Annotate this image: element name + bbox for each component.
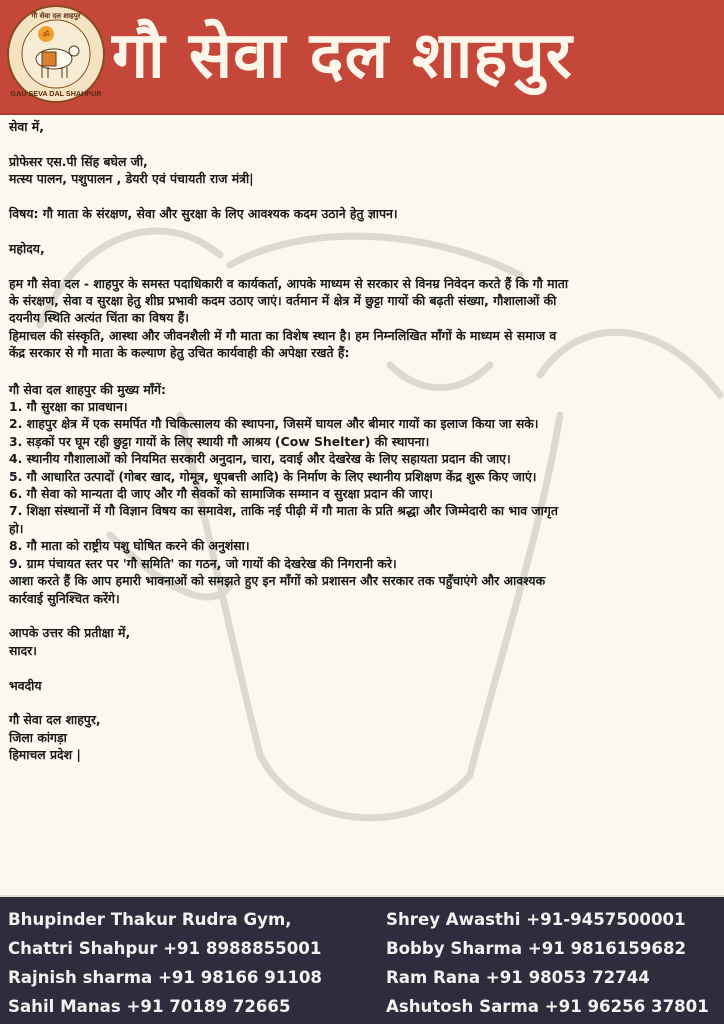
demand-item: 6. गौ सेवा को मान्यता दी जाए और गौ सेवकों को सामाजिक सम्मान व सुरक्षा प्रदान की जाए। [9,486,433,502]
logo-top-text: गौ सेवा दल शाहपुर [31,12,81,20]
contact-line: Sahil Manas +91 70189 72665 [8,997,291,1016]
closing-line: कार्रवाई सुनिश्चित करेंगे। [9,590,120,606]
gau-seva-dal-logo [6,4,106,104]
demands-heading: गौ सेवा दल शाहपुर की मुख्य माँगें: [9,381,166,397]
contact-line: Ram Rana +91 98053 72744 [386,968,650,987]
contacts-right [386,905,709,1021]
recipient-title: मत्स्य पालन, पशुपालन , डेयरी एवं पंचायती राज मंत्री| [9,171,254,187]
logo-bottom-text: GAU SEVA DAL SHAHPUR [10,89,102,98]
signature-line: गौ सेवा दल शाहपुर, [9,712,101,728]
closing-line: आशा करते हैं कि आप हमारी भावनाओं को समझते हुए इन माँगों को प्रशासन और सरकार तक पहुँचाएंगे और आवश्यक [9,573,546,589]
contact-line: Rajnish sharma +91 98166 91108 [8,968,322,987]
greeting: महोदय, [9,240,45,256]
contact-line: Bhupinder Thakur Rudra Gym, [8,910,292,929]
header-banner [0,0,724,115]
signature-line: जिला कांगड़ा [9,729,67,745]
contact-line: Bobby Sharma +91 9816159682 [386,939,687,958]
para1-line: हम गौ सेवा दल - शाहपुर के समस्त पदाधिकारी व कार्यकर्ता, आपके माध्यम से सरकार से विनम्र निवेदन करते हैं कि गौ माता [9,275,569,291]
demand-item: 1. गौ सुरक्षा का प्रावधान। [9,399,128,415]
demand-item: 7. शिक्षा संस्थानों में गौ विज्ञान विषय का समावेश, ताकि नई पीढ़ी में गौ माता के प्रति श्रद्धा और जिम्मेदारी का भाव जागृत [9,503,558,519]
para1-line: दयनीय स्थिति अत्यंत चिंता का विषय हैं। [9,310,189,326]
demand-item: हो। [9,520,24,536]
demand-item: 8. गौ माता को राष्ट्रीय पशु घोषित करने की अनुशंसा। [9,538,250,554]
contacts-left [8,905,322,1021]
para1-line: के संरक्षण, सेवा व सुरक्षा हेतु शीघ्र प्रभावी कदम उठाए जाएं। वर्तमान में क्षेत्र में छुट्टा गायों की बढ़ती संख्या, गौशालाओं की [9,293,557,308]
demand-item: 9. ग्राम पंचायत स्तर पर 'गौ समिति' का गठन, जो गायों की देखरेख की निगरानी करे। [9,555,397,571]
contact-line: Ashutosh Sarma +91 96256 37801 [386,997,709,1016]
para2-line: केंद्र सरकार से गौ माता के कल्याण हेतु उचित कार्यवाही की अपेक्षा रखते हैं: [9,345,350,361]
awaiting-reply: आपके उत्तर की प्रतीक्षा में, [9,625,131,641]
subject-line: विषय: गौ माता के संरक्षण, सेवा और सुरक्षा के लिए आवश्यक कदम उठाने हेतु ज्ञापन। [9,206,398,221]
demand-item: 2. शाहपुर क्षेत्र में एक समर्पित गौ चिकित्सालय की स्थापना, जिसमें घायल और बीमार गायों का इलाज किया जा सके। [9,416,539,432]
contact-footer [0,895,724,1024]
salutation-to: सेवा में, [9,119,44,134]
page-title: गौ सेवा दल शाहपुर [112,19,573,93]
demand-item: 3. सड़कों पर घूम रही छुट्टा गायों के लिए स्थायी गौ आश्रय (Cow Shelter) की स्थापना। [9,433,430,449]
contact-line: Chattri Shahpur +91 8988855001 [8,939,322,958]
demand-item: 5. गौ आधारित उत्पादों (गोबर खाद, गोमूत्र, धूपबत्ती आदि) के निर्माण के लिए स्थानीय प्रशिक्षण केंद्र शुरू किए जाएं। [9,468,537,484]
contact-line: Shrey Awasthi +91-9457500001 [386,910,686,929]
regards: सादर। [9,642,37,658]
demand-item: 4. स्थानीय गौशालाओं को नियमित सरकारी अनुदान, चारा, दवाई और देखरेख के लिए सहायता प्रदान की जाए। [9,451,511,467]
letter-body [9,118,715,764]
yours-faithfully: भवदीय [9,677,42,693]
om-symbol: ॐ [42,30,50,39]
recipient-name: प्रोफेसर एस.पी सिंह बघेल जी, [9,153,148,169]
para2-line: हिमाचल की संस्कृति, आस्था और जीवनशैली में गौ माता का विशेष स्थान है। हम निम्नलिखित माँगों के माध्यम से समाज व [9,327,557,343]
signature-line: हिमाचल प्रदेश | [9,747,81,763]
